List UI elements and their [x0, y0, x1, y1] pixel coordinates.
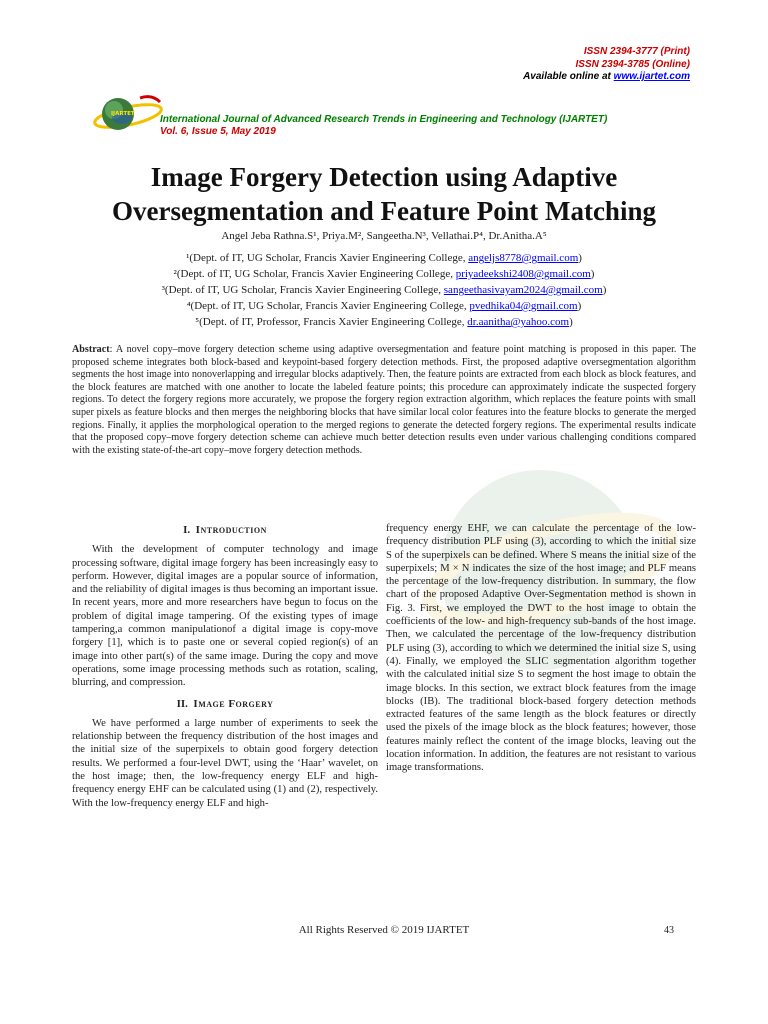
journal-url-link[interactable]: www.ijartet.com — [613, 71, 690, 82]
email-link[interactable]: pvedhika04@gmail.com — [469, 300, 578, 312]
issn-print: ISSN 2394-3777 (Print) — [583, 46, 690, 57]
logo-text: IJARTET — [111, 111, 135, 117]
journal-name: International Journal of Advanced Research Trends in Engineering and Technology (IJARTET) — [160, 114, 608, 125]
abstract-label: Abstract — [72, 344, 110, 355]
available-label: Available online at — [523, 71, 614, 82]
introduction-paragraph: With the development of computer technology and image processing software, digital image forgery has been increasingly easy to perform. However, digital images are a popular source of information, and the reliability of digital images is thus becoming an important issue. In recent years, more and more researchers have begun to focus on the problem of digital image tampering. Of the existing types of image tampering,a common manipulationof a digital image is copy-move forgery [1], which is to paste one or several copied region(s) of an image into other part(s) of the same image. During the copy and move operations, some image processing methods such as rotation, scaling, blurring, and compression. — [72, 544, 378, 689]
journal-header — [160, 114, 607, 138]
section-heading-image-forgery: II. Image Forgery — [176, 697, 274, 710]
affiliation-5: ⁵(Dept. of IT, Professor, Francis Xavier Engineering College, dr.aanitha@yahoo.com) — [195, 316, 573, 328]
affiliation-2: ²(Dept. of IT, UG Scholar, Francis Xavier Engineering College, priyadeekshi2408@gmail.com) — [173, 268, 595, 280]
section-heading-introduction: I. Introduction — [183, 524, 267, 536]
right-column — [386, 522, 696, 775]
availability-line — [523, 71, 690, 84]
volume-issue: Vol. 6, Issue 5, May 2019 — [160, 126, 276, 137]
issn-block — [523, 46, 690, 84]
left-column — [72, 524, 378, 810]
affiliation-1: ¹(Dept. of IT, UG Scholar, Francis Xavier Engineering College, angeljs8778@gmail.com) — [186, 252, 582, 264]
affiliation-4: ⁴(Dept. of IT, UG Scholar, Francis Xavier Engineering College, pvedhika04@gmail.com) — [186, 300, 582, 312]
email-link[interactable]: angeljs8778@gmail.com — [468, 252, 579, 264]
journal-logo — [92, 92, 164, 138]
footer-copyright: All Rights Reserved © 2019 IJARTET — [298, 924, 470, 936]
email-link[interactable]: sangeethasivayam2024@gmail.com — [443, 284, 603, 296]
author-list: Angel Jeba Rathna.S¹, Priya.M², Sangeetha.N³, Vellathai.P⁴, Dr.Anitha.A⁵ — [221, 230, 547, 242]
paper-title: Image Forgery Detection using Adaptive Oversegmentation and Feature Point Matching — [112, 162, 656, 226]
image-forgery-paragraph: We have performed a large number of experiments to seek the relationship between the frequency distribution of the host images and the initial size of the superpixels to obtain good forgery detection results. We performed a four-level DWT, using the ‘Haar’ wavelet, on the host image; then, the low-frequency energy ELF and high-frequency energy EHF can be calculated using (1) and (2), respectively. With the low-frequency energy ELF and high- — [72, 717, 378, 809]
right-column-paragraph: frequency energy EHF, we can calculate the percentage of the low-frequency distribution PLF using (3), according to which the initial size S of the superpixels can be defined. Where S means the initial size of the superpixels; M × N indicates the size of the host image; and PLF means the percentage of the low-frequency distribution. In summary, the flow chart of the proposed Adaptive Over-Segmentation method is shown in Fig. 3. First, we employed the DWT to the host image to obtain the coefficients of the low- and high-frequency sub-bands of the host image. Then, we calculated the percentage of the low-frequency distribution PLF using (3), according to which we determined the initial size S, using (4). Finally, we employed the SLIC segmentation algorithm together with the calculated initial size S to segment the host image to obtain the image blocks. In this section, we extract block features from the image blocks (IB). The traditional block-based forgery detection methods extracted features of the same length as the block features or directly used the pixels of the image block as the block features; however, those features mainly reflect the content of the image blocks, leaving out the location information. In addition, the features are not resistant to various image transformations. — [386, 523, 696, 774]
affiliation-3: ³(Dept. of IT, UG Scholar, Francis Xavier Engineering College, sangeethasivayam2024@gmail.com) — [161, 284, 607, 296]
email-link[interactable]: dr.aanitha@yahoo.com — [467, 316, 570, 328]
abstract-text: : A novel copy–move forgery detection scheme using adaptive oversegmentation and feature point matching is proposed in this paper. The proposed scheme integrates both block-based and keypoint-based forgery detection methods. First, the proposed adaptive oversegmentation algorithm segments the host image into nonoverlapping and irregular blocks adaptively. Then, the feature points are extracted from each block as block features, and the block features are matched with one another to locate the labeled feature points; this procedure can approximately indicate the suspected forgery regions. To detect the forgery regions more accurately, we propose the forgery region extraction algorithm, which replaces the feature points with small super pixels as feature blocks and then merges the neighboring blocks that have similar local color features into the feature blocks to generate the merged regions. Finally, it applies the morphological operation to the merged regions to generate the detected forgery regions. The experimental results indicate that the proposed copy–move forgery detection scheme can achieve much better detection results even under various challenging conditions compared with the existing state-of-the-art copy–move forgery detection methods. — [72, 344, 696, 456]
page-number: 43 — [664, 925, 674, 936]
affiliations — [0, 250, 768, 330]
email-link[interactable]: priyadeekshi2408@gmail.com — [455, 268, 591, 280]
issn-online: ISSN 2394-3785 (Online) — [575, 58, 690, 70]
abstract — [72, 344, 696, 457]
